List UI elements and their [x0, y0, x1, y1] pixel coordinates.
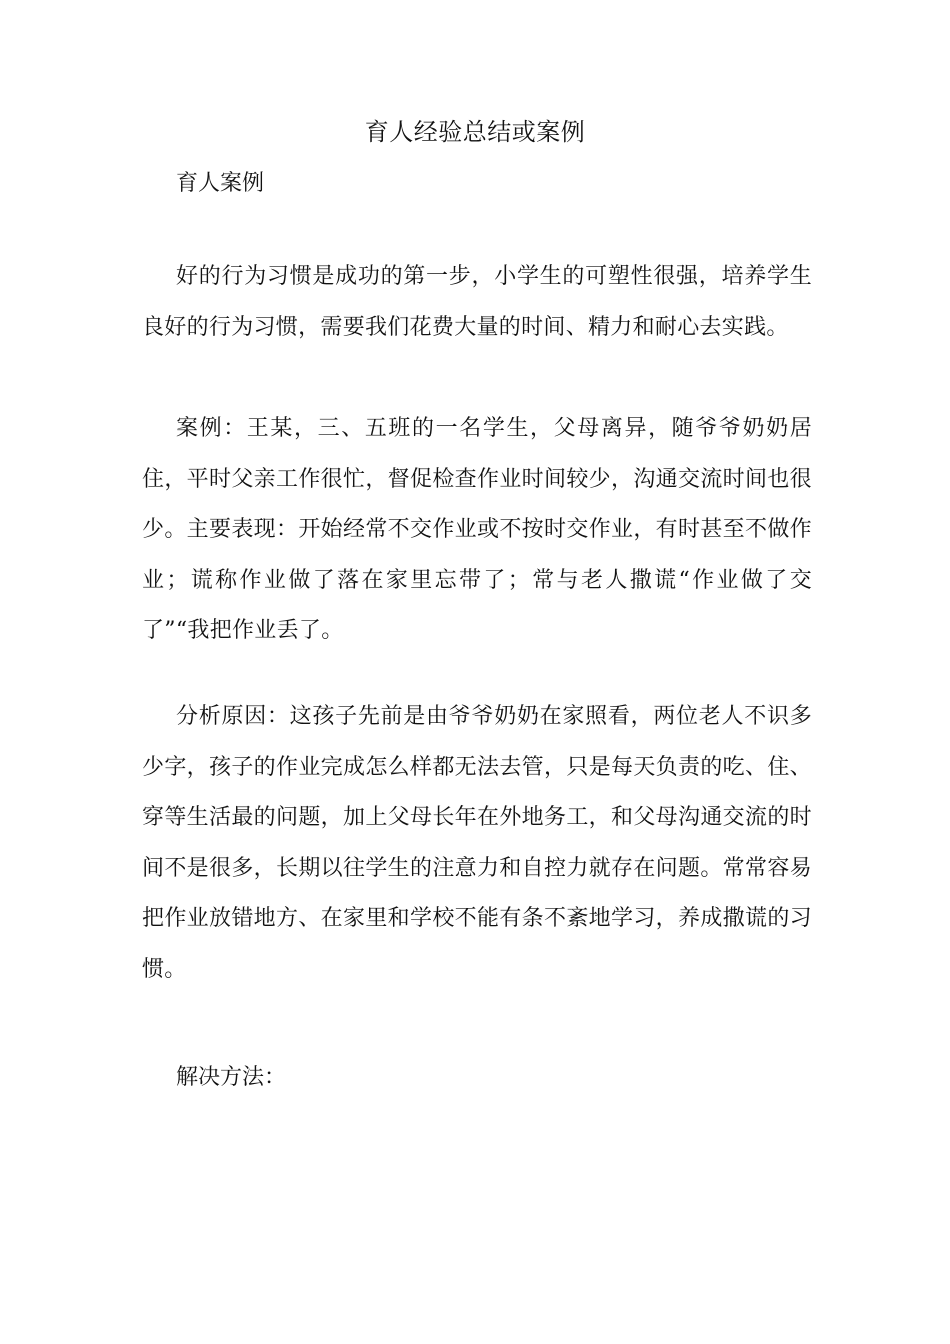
- solution-heading: 解决方法：: [176, 1065, 287, 1090]
- page-title: 育人经验总结或案例: [364, 118, 586, 146]
- section-subtitle: 育人案例: [176, 171, 265, 196]
- paragraph-intro: 好的行为习惯是成功的第一步，小学生的可塑性很强，培养学生良好的行为习惯，需要我们花费大量的时间、精力和耐心去实践。: [142, 264, 812, 340]
- paragraph-analysis: 分析原因：这孩子先前是由爷爷奶奶在家照看，两位老人不识多少字，孩子的作业完成怎么样都无法去管，只是每天负责的吃、住、穿等生活最的问题，加上父母长年在外地务工，和父母沟通交流的时间不是很多，长期以往学生的注意力和自控力就存在问题。常常容易把作业放错地方、在家里和学校不能有条不紊地学习，养成撒谎的习惯。: [142, 704, 812, 982]
- paragraph-case: 案例：王某，三、五班的一名学生，父母离异，随爷爷奶奶居住，平时父亲工作很忙，督促检查作业时间较少，沟通交流时间也很少。主要表现：开始经常不交作业或不按时交作业，有时甚至不做作业；谎称作业做了落在家里忘带了；常与老人撒谎“作业做了交了”“我把作业丢了。: [142, 416, 812, 643]
